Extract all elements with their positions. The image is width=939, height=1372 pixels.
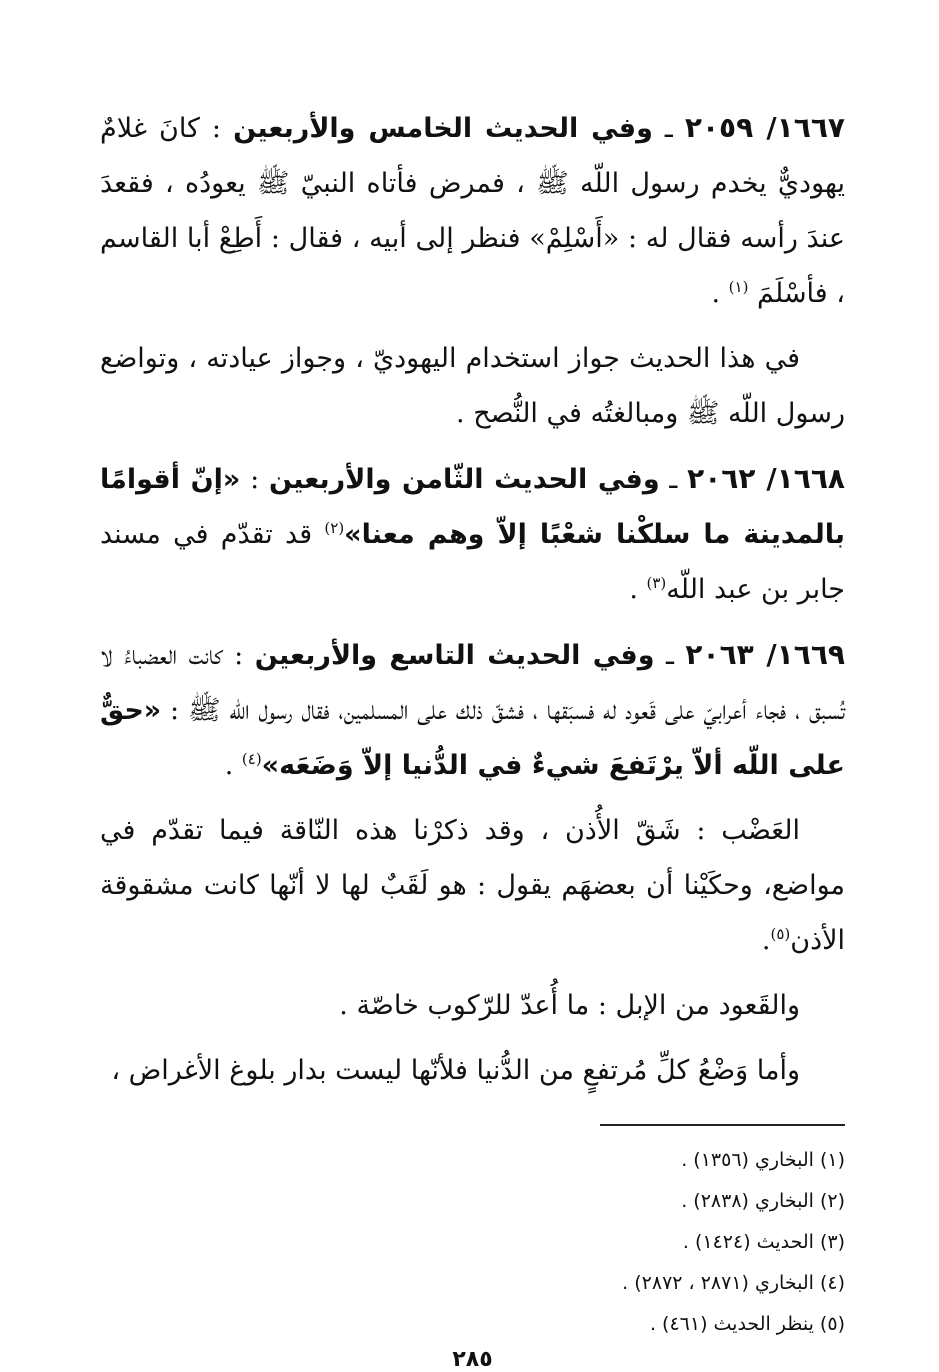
sentence-end: . xyxy=(761,925,771,956)
commentary-paragraph: في هذا الحديث جواز استخدام اليهوديّ ، وجواز عيادته ، وتواضع رسول اللّه ﷺ ومبالغتُه في النُّصح . xyxy=(100,343,845,429)
hadith-number: ١٦٦٧/ ٢٠٥٩ xyxy=(684,111,846,144)
sentence-end: . xyxy=(711,278,729,309)
hadith-quote: «حقٌّ على اللّه ألاّ يرْتَفعَ شيءٌ في الدُّنيا إلاّ وَضَعَه» xyxy=(100,695,845,781)
hadith-paragraph xyxy=(100,451,845,617)
hadith-text: قد تقدّم في مسند جابر بن عبد اللّه xyxy=(100,519,845,605)
footnote-ref[interactable]: (٤) xyxy=(241,750,262,768)
hadith-heading: وفي الحديث التاسع والأربعين xyxy=(254,640,655,671)
separator: ـ xyxy=(652,113,685,144)
commentary-paragraph: وأما وَضْعُ كلِّ مُرتفعٍ من الدُّنيا فلأنّها ليست بدار بلوغ الأغراض ، xyxy=(111,1055,800,1086)
commentary-paragraph: والقَعود من الإبل : ما أُعدّ للرّكوب خاصّة . xyxy=(339,990,800,1021)
footnote-ref[interactable]: (٣) xyxy=(646,574,667,592)
footnote-item: (٢) البخاري (٢٨٣٨) . xyxy=(681,1190,845,1212)
footnote-ref[interactable]: (٥) xyxy=(770,925,791,943)
footnotes-section xyxy=(100,1140,845,1345)
footnote-ref[interactable]: (٢) xyxy=(324,519,345,537)
separator: ـ xyxy=(659,464,688,495)
footnote-ref[interactable]: (١) xyxy=(728,278,749,296)
hadith-paragraph xyxy=(100,100,845,321)
page-number: ٢٨٥ xyxy=(452,1347,493,1372)
footnote-item: (١) البخاري (١٣٥٦) . xyxy=(681,1149,845,1171)
hadith-heading: وفي الحديث الخامس والأربعين xyxy=(233,113,653,144)
hadith-text: : كانت العضباءُ لا تُسبق ، فجاء أعرابيّ على قَعود له فسبَقها ، فشقّ ذلك على المسلمين، فقال رسول اللّه ﷺ : xyxy=(100,640,845,726)
footnote-divider xyxy=(600,1124,845,1126)
hadith-heading: وفي الحديث الثّامن والأربعين xyxy=(268,464,660,495)
hadith-number: ١٦٦٩/ ٢٠٦٣ xyxy=(685,638,845,671)
commentary-text: العَضْب : شَقّ الأُذن ، وقد ذكرْنا هذه النّاقة فيما تقدّم في مواضع، وحكَيْنا أن بعضهَم يقول : هو لَقَبٌ لها لا أنّها كانت مشقوقة الأذن xyxy=(100,815,845,956)
colon: : xyxy=(240,464,269,495)
hadith-quote: «إنّ أقوامًا بالمدينة ما سلكْنا شعْبًا إلاّ وهم معنا» xyxy=(100,464,845,550)
footnote-item: (٥) ينظر الحديث (٤٦١) . xyxy=(649,1313,845,1335)
hadith-number: ١٦٦٨/ ٢٠٦٢ xyxy=(687,462,845,495)
sentence-end: . xyxy=(629,574,647,605)
document-page xyxy=(100,100,846,1372)
hadith-paragraph xyxy=(100,627,845,793)
hadith-text: : كانَ غلامٌ يهوديٌّ يخدم رسول اللّه ﷺ ، فمرض فأتاه النبيّ ﷺ يعودُه ، فقعدَ عندَ رأسه فقال له : «أَسْلِمْ» فنظر إلى أبيه ، فقال : أَطِعْ أبا القاسم ، فأسْلَمَ xyxy=(100,113,845,309)
footnote-item: (٤) البخاري (٢٨٧١ ، ٢٨٧٢) . xyxy=(622,1272,845,1294)
sentence-end: . xyxy=(224,750,242,781)
commentary-paragraph xyxy=(100,803,845,968)
separator: ـ xyxy=(654,640,686,671)
footnote-item: (٣) الحديث (١٤٢٤) . xyxy=(682,1231,845,1253)
